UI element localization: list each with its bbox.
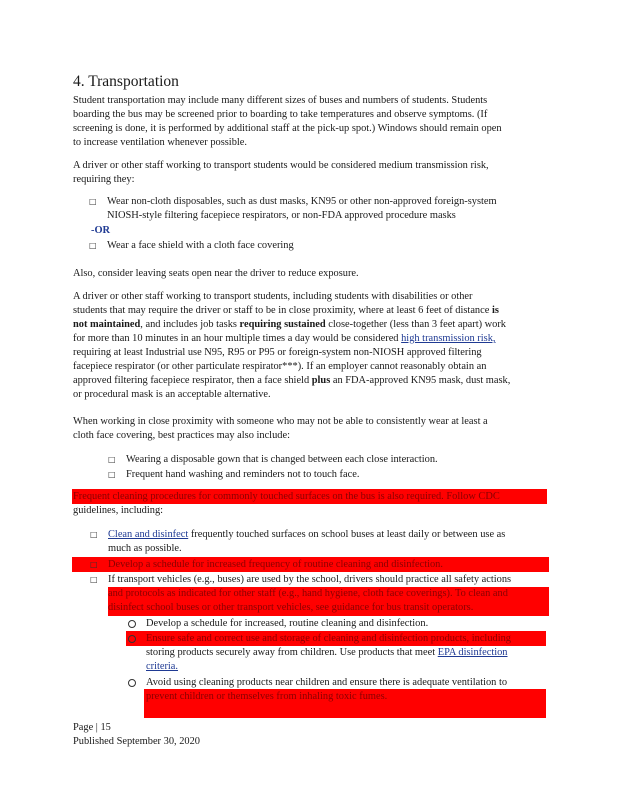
paragraph-3: Also, consider leaving seats open near the driver to reduce exposure. (73, 268, 359, 279)
checkbox-bullet-icon: □ (90, 560, 98, 569)
circle-bullet-icon (128, 620, 136, 628)
document-page: 4. Transportation Student transportation may include many different sizes of buses and numbers of students. Students boarding the bus may be screened prior to boarding to take temperatures and observe symptoms. (If screening is done, it is performed by additional staff at the pick-up spot.) Windows should remain open to increase ventilation whenever possible. A driver or other staff working to transport students would be considered medium transmission risk, requiring they: □ Wear non-cloth disposables, such as dust masks, KN95 or other non-approved foreign-system NIOSH-style filtering facepiece respirators, or non-FDA approved procedure masks -OR □ Wear a face shield with a cloth face covering Also, consider leaving seats open near the driver to reduce exposure. A driver or other staff working to transport students, including students with disabilities or other students that may require the driver or staff to be in close proximity, where at least 6 feet of distance is not maintained, and includes job tasks requiring sustained close-together (less than 3 feet apart) work for more than 10 minutes in an hour multiple times a day would be considered high transmission risk, requiring at least Industrial use N95, R95 or P95 or foreign-system non-NIOSH approved filtering facepiece respirator (or other particulate respirator***). If an employer cannot reasonably obtain an approved filtering facepiece respirator, then a face shield plus an FDA-approved KN95 mask, dust mask, or procedural mask is an acceptable alternative. When working in close proximity with someone who may not be able to consistently wear at least a cloth face covering, best practices may also include: □ Wearing a disposable gown that is changed between each close interaction. □ Frequent hand washing and reminders not to touch face. Frequent cleaning procedures for commonly touched surfaces on the bus is also required. Follow CDC guidelines, including: □ Clean and disinfect frequently touched surfaces on school buses at least daily or between use as much as possible. □ Develop a schedule for increased frequency of routine cleaning and disinfection. □ If transport vehicles (e.g., buses) are used by the school, drivers should practice all safety actions and protocols as indicated for other staff (e.g., hand hygiene, cloth face coverings). To clean and disinfect school buses or other transport vehicles, see guidance for bus transit operators. Develop a schedule for increased, routine cleaning and disinfection. Ensure safe and correct use and storage of cleaning and disinfection products, including storing products securely away from children. Use products that meet EPA disinfection criteria. Avoid using cleaning products near children and ensure there is adequate ventilation to prevent children or themselves from inhaling toxic fumes. Page | 15 Published September 30, 2020 (73, 0, 553, 800)
highlighted-text: Frequent cleaning procedures for commonly touched surfaces on the bus is also required. Follow CDC (73, 491, 500, 502)
paragraph-2: A driver or other staff working to transport students would be considered medium transmission risk, requiring they: (73, 160, 489, 185)
checkbox-bullet-icon: □ (89, 197, 97, 206)
published-date: Published September 30, 2020 (73, 736, 200, 747)
high-transmission-risk-link[interactable]: high transmission risk, (401, 333, 496, 344)
circle-bullet-icon (128, 679, 136, 687)
clean-and-disinfect-link[interactable]: Clean and disinfect (108, 529, 189, 540)
checkbox-bullet-icon: □ (90, 530, 98, 539)
section-heading: 4. Transportation (73, 73, 179, 90)
paragraph-4: A driver or other staff working to transport students, including students with disabilities or other students that may require the driver or staff to be in close proximity, where at least 6 feet of distance is not maintained, and includes job tasks requiring sustained close-together (less than 3 feet apart) work for more than 10 minutes in an hour multiple times a day would be considered high transmission risk, requiring at least Industrial use N95, R95 or P95 or foreign-system non-NIOSH approved filtering facepiece respirator (or other particulate respirator***). If an employer cannot reasonably obtain an approved filtering facepiece respirator, then a face shield plus an FDA-approved KN95 mask, dust mask, or procedural mask is an acceptable alternative. (73, 291, 511, 400)
circle-bullet-icon (128, 635, 136, 643)
checkbox-bullet-icon: □ (108, 470, 116, 479)
epa-criteria-link[interactable]: criteria. (146, 661, 179, 672)
page-number: Page | 15 (73, 722, 111, 733)
paragraph-1: Student transportation may include many different sizes of buses and numbers of students. Students boarding the bus may be screened prior to boarding to take temperatures and observe symptoms. (If screening is done, it is performed by additional staff at the pick-up spot.) Windows should remain open to increase ventilation whenever possible. (73, 95, 502, 148)
paragraph-5: When working in close proximity with someone who may not be able to consistently wear at least a cloth face covering, best practices may also include: (73, 416, 488, 441)
checkbox-bullet-icon: □ (90, 575, 98, 584)
checkbox-bullet-icon: □ (89, 241, 97, 250)
paragraph-6: Frequent cleaning procedures for commonly touched surfaces on the bus is also required. Follow CDC guidelines, including: (73, 491, 500, 516)
checkbox-bullet-icon: □ (108, 455, 116, 464)
page-footer (73, 721, 200, 749)
epa-disinfection-link[interactable]: EPA disinfection (437, 647, 508, 658)
or-label: -OR (91, 225, 111, 236)
